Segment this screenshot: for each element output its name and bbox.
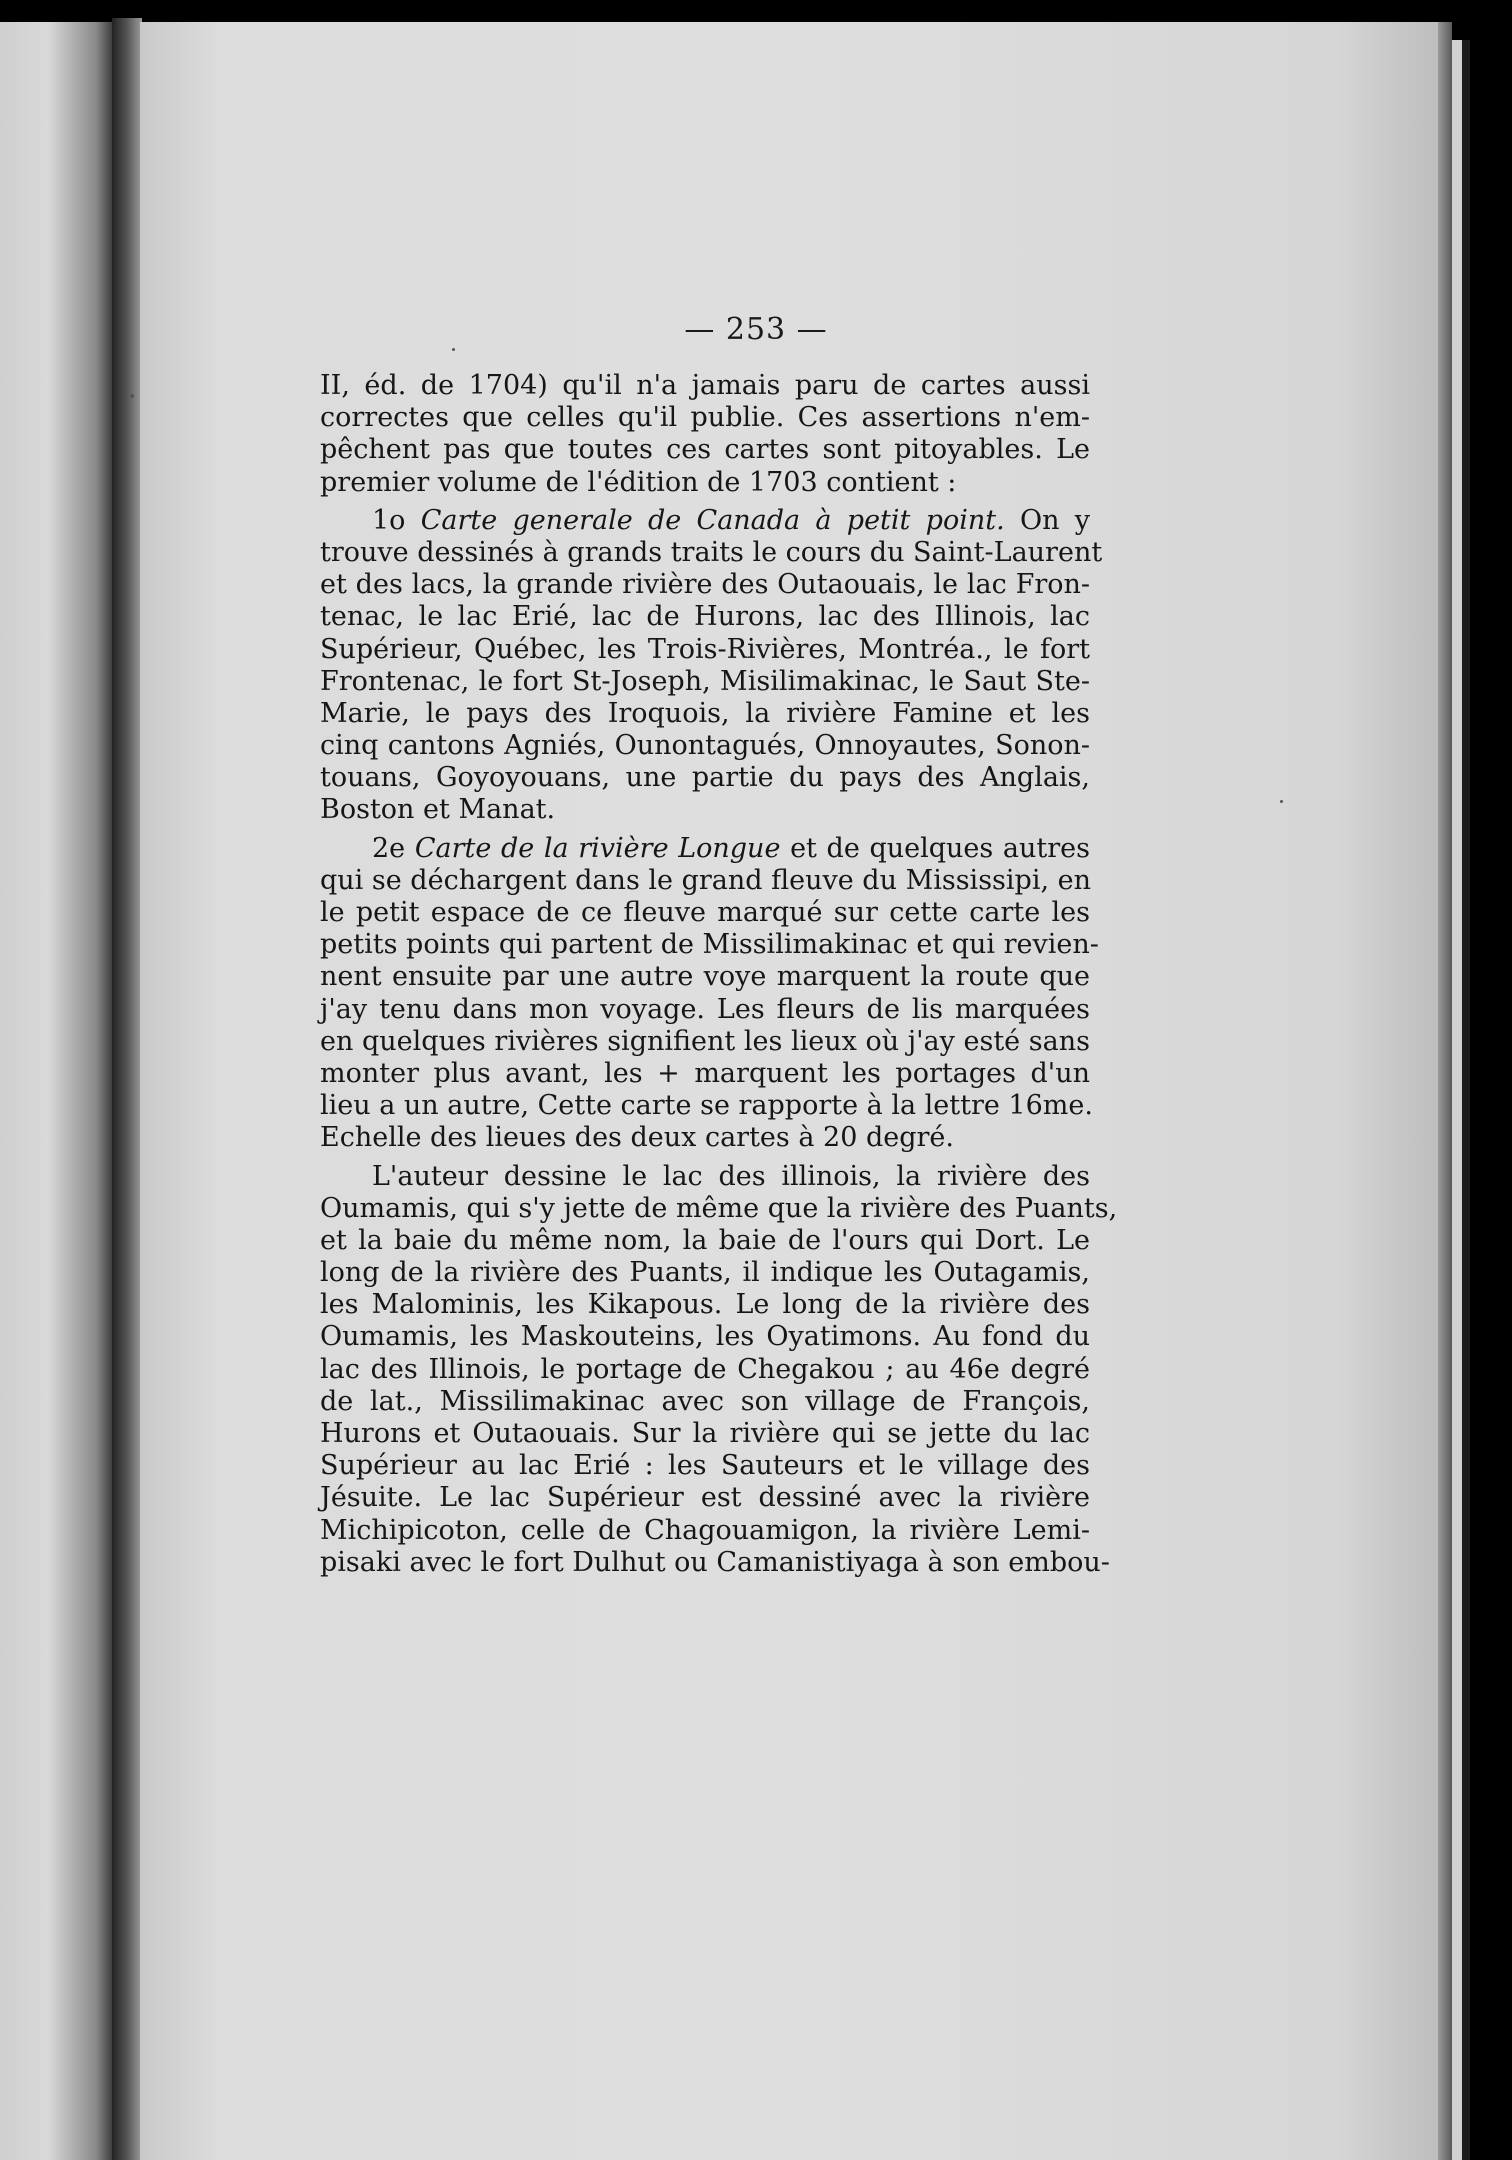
body-text <box>320 370 1118 1579</box>
text-line: II, éd. de 1704) qu'il n'a jamais paru de cartes aussi <box>320 370 1090 401</box>
text-line: lieu a un autre, Cette carte se rapporte à la lettre 16me. <box>320 1090 1093 1122</box>
scan-speck <box>1280 800 1283 803</box>
text-line: Marie, le pays des Iroquois, la rivière Famine et les <box>320 697 1090 729</box>
text-line: Hurons et Outaouais. Sur la rivière qui se jette du lac <box>320 1418 1090 1449</box>
text-line: Echelle des lieues des deux cartes à 20 degré. <box>320 1122 954 1154</box>
text-line: L'auteur dessine le lac des illinois, la rivière des <box>372 1160 1090 1192</box>
text-line: Supérieur au lac Erié : les Sauteurs et le village des <box>320 1450 1090 1482</box>
text-line: Frontenac, le fort St-Joseph, Misilimakinac, le Saut Ste- <box>320 665 1090 697</box>
text-segment: 1o <box>372 504 421 536</box>
text-line: nent ensuite par une autre voye marquent la route que <box>320 961 1090 993</box>
text-segment: 2e <box>372 832 415 864</box>
text-segment: On y <box>1004 504 1090 536</box>
page-number: — 253 — <box>684 312 828 347</box>
page-stack-edge-dark <box>1462 40 1470 2160</box>
text-line <box>320 505 1090 537</box>
text-line: tenac, le lac Erié, lac de Hurons, lac des Illinois, lac <box>320 601 1090 633</box>
text-line: cinq cantons Agniés, Ounontagués, Onnoyautes, Sonon- <box>320 730 1090 762</box>
text-line: Oumamis, les Maskouteins, les Oyatimons. Au fond du <box>320 1321 1090 1353</box>
text-line: les Malominis, les Kikapous. Le long de la rivière des <box>320 1289 1090 1321</box>
text-segment: et de quelques autres <box>780 832 1090 864</box>
text-line: j'ay tenu dans mon voyage. Les fleurs de lis marquées <box>320 993 1090 1025</box>
text-line: monter plus avant, les + marquent les portages d'un <box>320 1057 1090 1089</box>
text-line: de lat., Missilimakinac avec son village de François, <box>320 1385 1090 1417</box>
paragraph <box>320 504 1103 827</box>
text-line: Boston et Manat. <box>320 794 556 826</box>
text-line: petits points qui partent de Missilimakinac et qui revien- <box>320 929 1099 961</box>
text-line: et des lacs, la grande rivière des Outaouais, le lac Fron- <box>320 569 1090 601</box>
text-line <box>320 833 1090 865</box>
text-line: trouve dessinés à grands traits le cours du Saint-Laurent <box>320 536 1103 568</box>
text-line: pisaki avec le fort Dulhut ou Camanistiyaga à son embou- <box>320 1546 1110 1578</box>
map-title: Carte generale de Canada à petit point. <box>420 504 1005 536</box>
text-line: premier volume de l'édition de 1703 contient : <box>320 466 957 498</box>
scan-speck <box>130 394 134 398</box>
scan-speck <box>452 348 455 351</box>
text-line: et la baie du même nom, la baie de l'ours qui Dort. Le <box>320 1224 1090 1256</box>
page-stack-edge-light <box>1452 40 1462 2160</box>
text-line: long de la rivière des Puants, il indique les Outagamis, <box>320 1257 1090 1289</box>
text-line: correctes que celles qu'il publie. Ces assertions n'em- <box>320 402 1090 434</box>
text-line: Oumamis, qui s'y jette de même que la rivière des Puants, <box>320 1192 1118 1224</box>
text-line: Jésuite. Le lac Supérieur est dessiné avec la rivière <box>320 1482 1090 1514</box>
text-line: lac des Illinois, le portage de Chegakou ; au 46e degré <box>320 1353 1090 1385</box>
text-line: touans, Goyoyouans, une partie du pays des Anglais, <box>320 762 1090 794</box>
text-line: pêchent pas que toutes ces cartes sont pitoyables. Le <box>320 434 1090 466</box>
map-title: Carte de la rivière Longue <box>414 832 781 864</box>
text-line: Michipicoton, celle de Chagouamigon, la rivière Lemi- <box>320 1514 1090 1546</box>
text-line: Supérieur, Québec, les Trois-Rivières, Montréa., le fort <box>320 633 1090 665</box>
paragraph <box>320 832 1099 1155</box>
paragraph <box>320 370 1090 499</box>
paragraph <box>320 1160 1118 1579</box>
text-line: le petit espace de ce fleuve marqué sur cette carte les <box>320 897 1090 928</box>
text-line: en quelques rivières signifient les lieux où j'ay esté sans <box>320 1025 1090 1057</box>
text-line: qui se déchargent dans le grand fleuve du Mississipi, en <box>320 864 1091 896</box>
